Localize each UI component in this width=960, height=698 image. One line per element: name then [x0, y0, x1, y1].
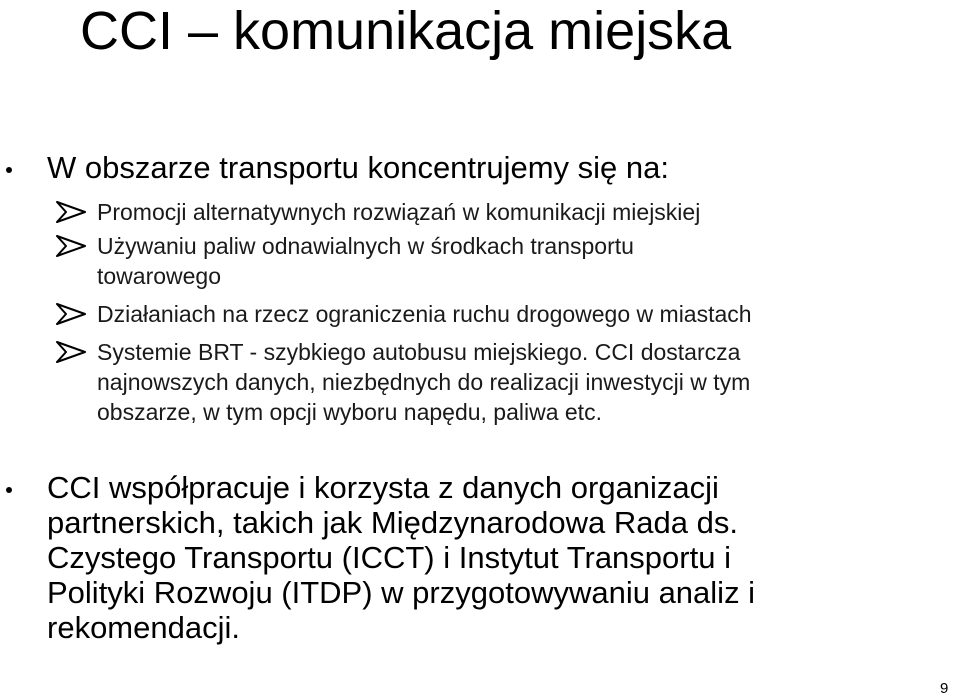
arrowhead-icon — [55, 303, 87, 325]
sub-item-line: Promocji alternatywnych rozwiązań w komunikacji miejskiej — [97, 199, 701, 225]
bullet-line: Polityki Rozwoju (ITDP) w przygotowywaniu analiz i — [47, 575, 756, 610]
sub-item-line: obszarze, w tym opcji wyboru napędu, paliwa etc. — [97, 399, 602, 425]
bullet-dot-icon — [6, 167, 12, 173]
slide-title: CCI – komunikacja miejska — [80, 1, 732, 61]
sub-item-line: towarowego — [97, 263, 222, 289]
sub-item-line: Używaniu paliw odnawialnych w środkach transportu — [97, 233, 634, 259]
arrowhead-icon — [55, 235, 87, 257]
sub-item-line: Systemie BRT - szybkiego autobusu miejskiego. CCI dostarcza — [97, 339, 741, 365]
bullet-line: rekomendacji. — [47, 610, 240, 645]
bullet-text: W obszarze transportu koncentrujemy się na: — [47, 150, 669, 185]
page-number: 9 — [940, 680, 949, 697]
arrowhead-icon — [55, 201, 87, 223]
bullet-line: CCI współpracuje i korzysta z danych organizacji — [47, 470, 719, 505]
sub-item-line: Działaniach na rzecz ograniczenia ruchu drogowego w miastach — [97, 301, 752, 327]
bullet-line: Czystego Transportu (ICCT) i Instytut Transportu i — [47, 540, 731, 575]
arrowhead-icon — [55, 341, 87, 363]
sub-item-line: najnowszych danych, niezbędnych do realizacji inwestycji w tym — [97, 369, 751, 395]
bullet-line: partnerskich, takich jak Międzynarodowa Rada ds. — [47, 505, 738, 540]
bullet-dot-icon — [6, 487, 12, 493]
